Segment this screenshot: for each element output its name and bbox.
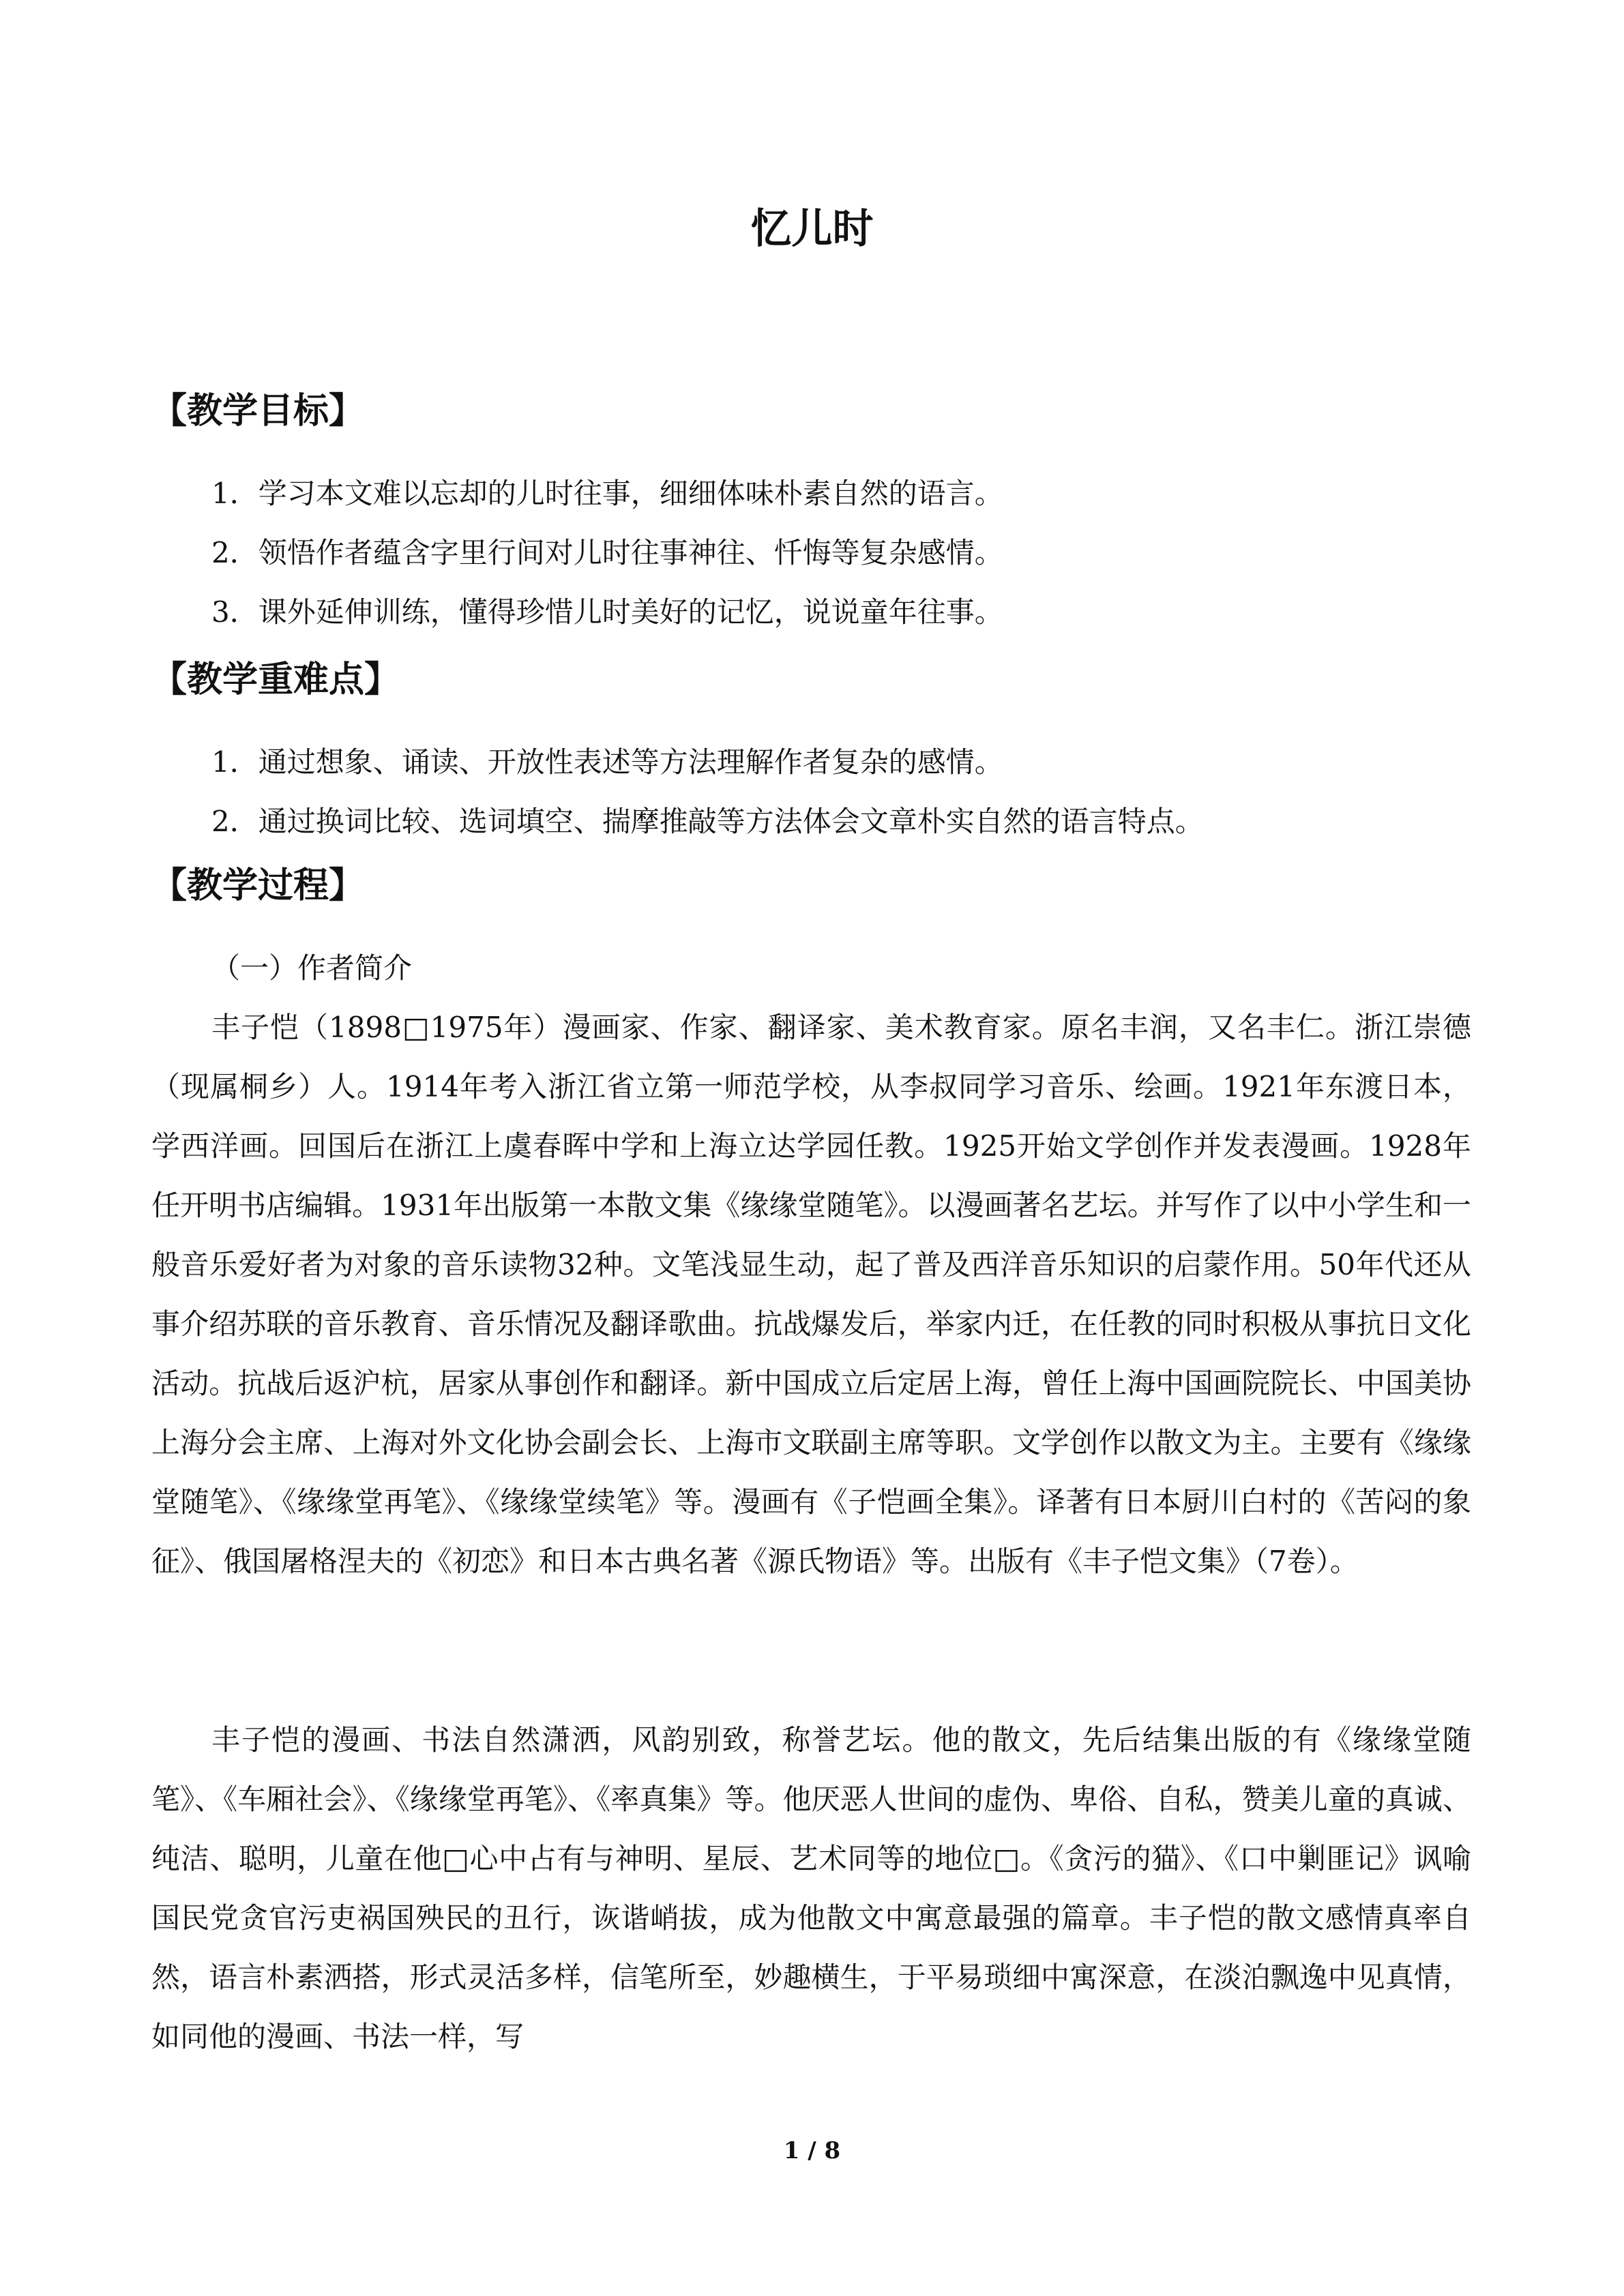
section-heading-teaching-process: 【教学过程】 [151,865,365,906]
paragraph-author-works: 丰子恺的漫画、书法自然潇洒，风韵别致，称誉艺坛。他的散文，先后结集出版的有《缘缘堂随笔》、《车厢社会》、《缘缘堂再笔》、《率真集》等。他厌恶人世间的虚伪、卑俗、自私，赞美儿童的真诚、纯洁、聪明，儿童在他□心中占有与神明、星辰、艺术同等的地位□。《贪污的猫》、《口中剿匪记》讽喻国民党贪官污吏祸国殃民的丑行，诙谐峭拔，成为他散文中寓意最强的篇章。丰子恺的散文感情真率自然，语言朴素洒搭，形式灵活多样，信笔所至，妙趣横生，于平易琐细中寓深意，在淡泊飘逸中见真情，如同他的漫画、书法一样，写 [151,1723,1471,2053]
document-title: 忆儿时 [750,205,874,253]
goal-item-1: 1．学习本文难以忘却的儿时往事，细细体味朴素自然的语言。 [211,477,1003,510]
subheading-author-intro: （一）作者简介 [211,951,413,985]
page-number: 1 / 8 [783,2137,841,2164]
section-heading-key-points: 【教学重难点】 [151,659,400,700]
section-heading-teaching-goals: 【教学目标】 [151,391,365,432]
goal-item-2: 2．领悟作者蕴含字里行间对儿时往事神往、忏悔等复杂感情。 [211,536,1003,569]
key-point-item-1: 1．通过想象、诵读、开放性表述等方法理解作者复杂的感情。 [211,745,1003,779]
goal-item-3: 3．课外延伸训练，懂得珍惜儿时美好的记忆，说说童年往事。 [211,595,1003,629]
paragraph-author-bio: 丰子恺（1898□1975年）漫画家、作家、翻译家、美术教育家。原名丰润，又名丰仁。浙江崇德（现属桐乡）人。1914年考入浙江省立第一师范学校，从李叔同学习音乐、绘画。1921年东渡日本，学西洋画。回国后在浙江上虞春晖中学和上海立达学园任教。1925开始文学创作并发表漫画。1928年任开明书店编辑。1931年出版第一本散文集《缘缘堂随笔》。以漫画著名艺坛。并写作了以中小学生和一般音乐爱好者为对象的音乐读物32种。文笔浅显生动，起了普及西洋音乐知识的启蒙作用。50年代还从事介绍苏联的音乐教育、音乐情况及翻译歌曲。抗战爆发后，举家内迁，在任教的同时积极从事抗日文化活动。抗战后返沪杭，居家从事创作和翻译。新中国成立后定居上海，曾任上海中国画院院长、中国美协上海分会主席、上海对外文化协会副会长、上海市文联副主席等职。文学创作以散文为主。主要有《缘缘堂随笔》、《缘缘堂再笔》、《缘缘堂续笔》等。漫画有《子恺画全集》。译著有日本厨川白村的《苦闷的象征》、俄国屠格涅夫的《初恋》和日本古典名著《源氏物语》等。出版有《丰子恺文集》（7卷）。 [151,1011,1471,1578]
key-point-item-2: 2．通过换词比较、选词填空、揣摩推敲等方法体会文章朴实自然的语言特点。 [211,805,1204,838]
